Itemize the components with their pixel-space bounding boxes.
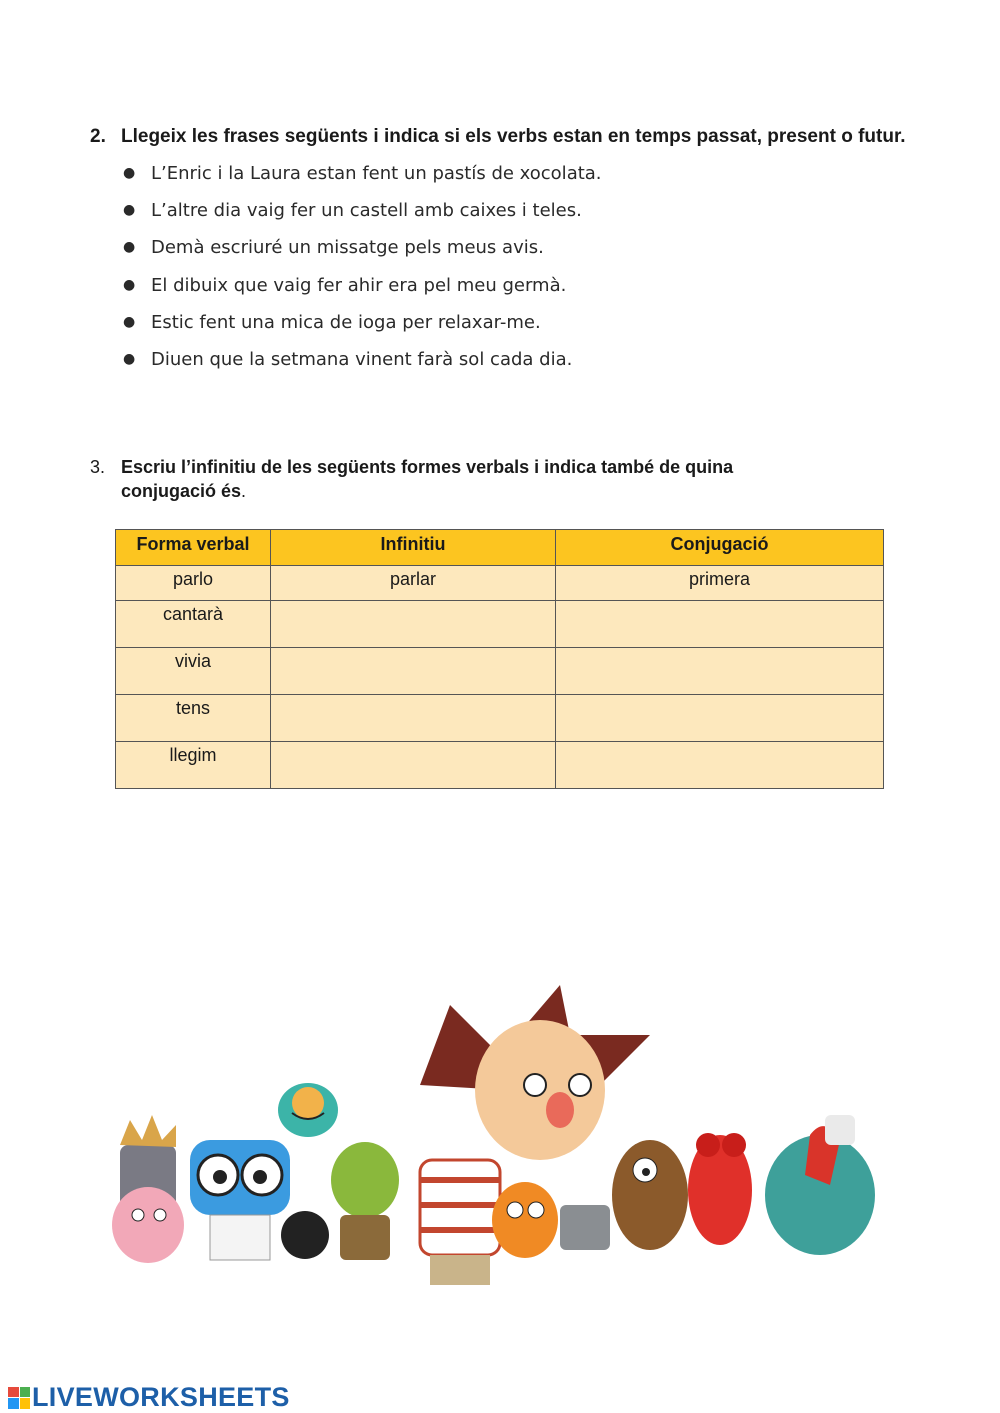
cell-verb-form: tens bbox=[116, 695, 271, 742]
bullet-icon: ● bbox=[123, 239, 136, 256]
infinitive-answer-field[interactable] bbox=[271, 742, 556, 789]
list-item: ● L’altre dia vaig fer un castell amb caixes i teles. bbox=[123, 192, 910, 229]
table-row-example bbox=[116, 566, 884, 601]
table-row bbox=[116, 601, 884, 648]
list-item: ● L’Enric i la Laura estan fent un pastís de xocolata. bbox=[123, 155, 910, 192]
cell-verb-form: cantarà bbox=[116, 601, 271, 648]
conjugation-answer-field[interactable] bbox=[556, 648, 884, 695]
robot-monster bbox=[560, 1205, 610, 1250]
bullet-icon: ● bbox=[123, 313, 136, 330]
logo-icon bbox=[8, 1387, 30, 1409]
exercise-2 bbox=[90, 118, 910, 378]
bullet-icon: ● bbox=[123, 202, 136, 219]
exercise-2-heading bbox=[90, 118, 910, 155]
infinitive-answer-field[interactable] bbox=[271, 648, 556, 695]
list-item: ● Diuen que la setmana vinent farà sol cada dia. bbox=[123, 341, 910, 378]
exercise-3-heading bbox=[90, 455, 830, 503]
conjugation-answer-field[interactable] bbox=[556, 742, 884, 789]
cell-infinitive: parlar bbox=[271, 566, 556, 601]
verb-table bbox=[115, 529, 884, 789]
cell-conjugation: primera bbox=[556, 566, 884, 601]
flying-monster bbox=[278, 1083, 338, 1137]
exercise-3-number: 3. bbox=[90, 457, 106, 477]
liveworksheets-logo bbox=[8, 1382, 290, 1413]
sentence-list bbox=[90, 155, 910, 378]
cell-verb-form: vivia bbox=[116, 648, 271, 695]
blue-monster bbox=[190, 1140, 290, 1260]
exercise-3-instruction: Escriu l’infinitiu de les següents formes verbals i indica també de quina conjugació és. bbox=[121, 457, 734, 501]
header-forma-verbal: Forma verbal bbox=[116, 530, 271, 566]
list-item: ● Estic fent una mica de ioga per relaxar-me. bbox=[123, 304, 910, 341]
orange-monster bbox=[492, 1182, 558, 1258]
green-monster bbox=[331, 1142, 399, 1260]
conjugation-answer-field[interactable] bbox=[556, 601, 884, 648]
bullet-icon: ● bbox=[123, 165, 136, 181]
cell-verb-form: parlo bbox=[116, 566, 271, 601]
logo-text: LIVEWORKSHEETS bbox=[32, 1382, 290, 1412]
table-row bbox=[116, 742, 884, 789]
exercise-2-instruction: Llegeix les frases següents i indica si els verbs estan en temps passat, present o futur. bbox=[121, 126, 906, 147]
bullet-icon: ● bbox=[123, 276, 136, 293]
list-item: ● El dibuix que vaig fer ahir era pel meu germà. bbox=[123, 267, 910, 304]
table-row bbox=[116, 695, 884, 742]
red-monster bbox=[688, 1133, 752, 1245]
bullet-icon: ● bbox=[123, 351, 136, 368]
header-infinitiu: Infinitiu bbox=[271, 530, 556, 566]
fuzzy-monster bbox=[281, 1211, 329, 1259]
cartoon-boy-with-monsters bbox=[90, 975, 900, 1295]
list-item: ● Demà escriuré un missatge pels meus avis. bbox=[123, 229, 910, 266]
teal-monster bbox=[765, 1115, 875, 1255]
header-conjugacio: Conjugació bbox=[556, 530, 884, 566]
crown-monster bbox=[112, 1115, 184, 1263]
exercise-2-number: 2. bbox=[90, 126, 106, 147]
conjugation-answer-field[interactable] bbox=[556, 695, 884, 742]
infinitive-answer-field[interactable] bbox=[271, 601, 556, 648]
cell-verb-form: llegim bbox=[116, 742, 271, 789]
infinitive-answer-field[interactable] bbox=[271, 695, 556, 742]
table-header-row bbox=[116, 530, 884, 566]
table-row bbox=[116, 648, 884, 695]
brown-monster bbox=[612, 1140, 688, 1250]
